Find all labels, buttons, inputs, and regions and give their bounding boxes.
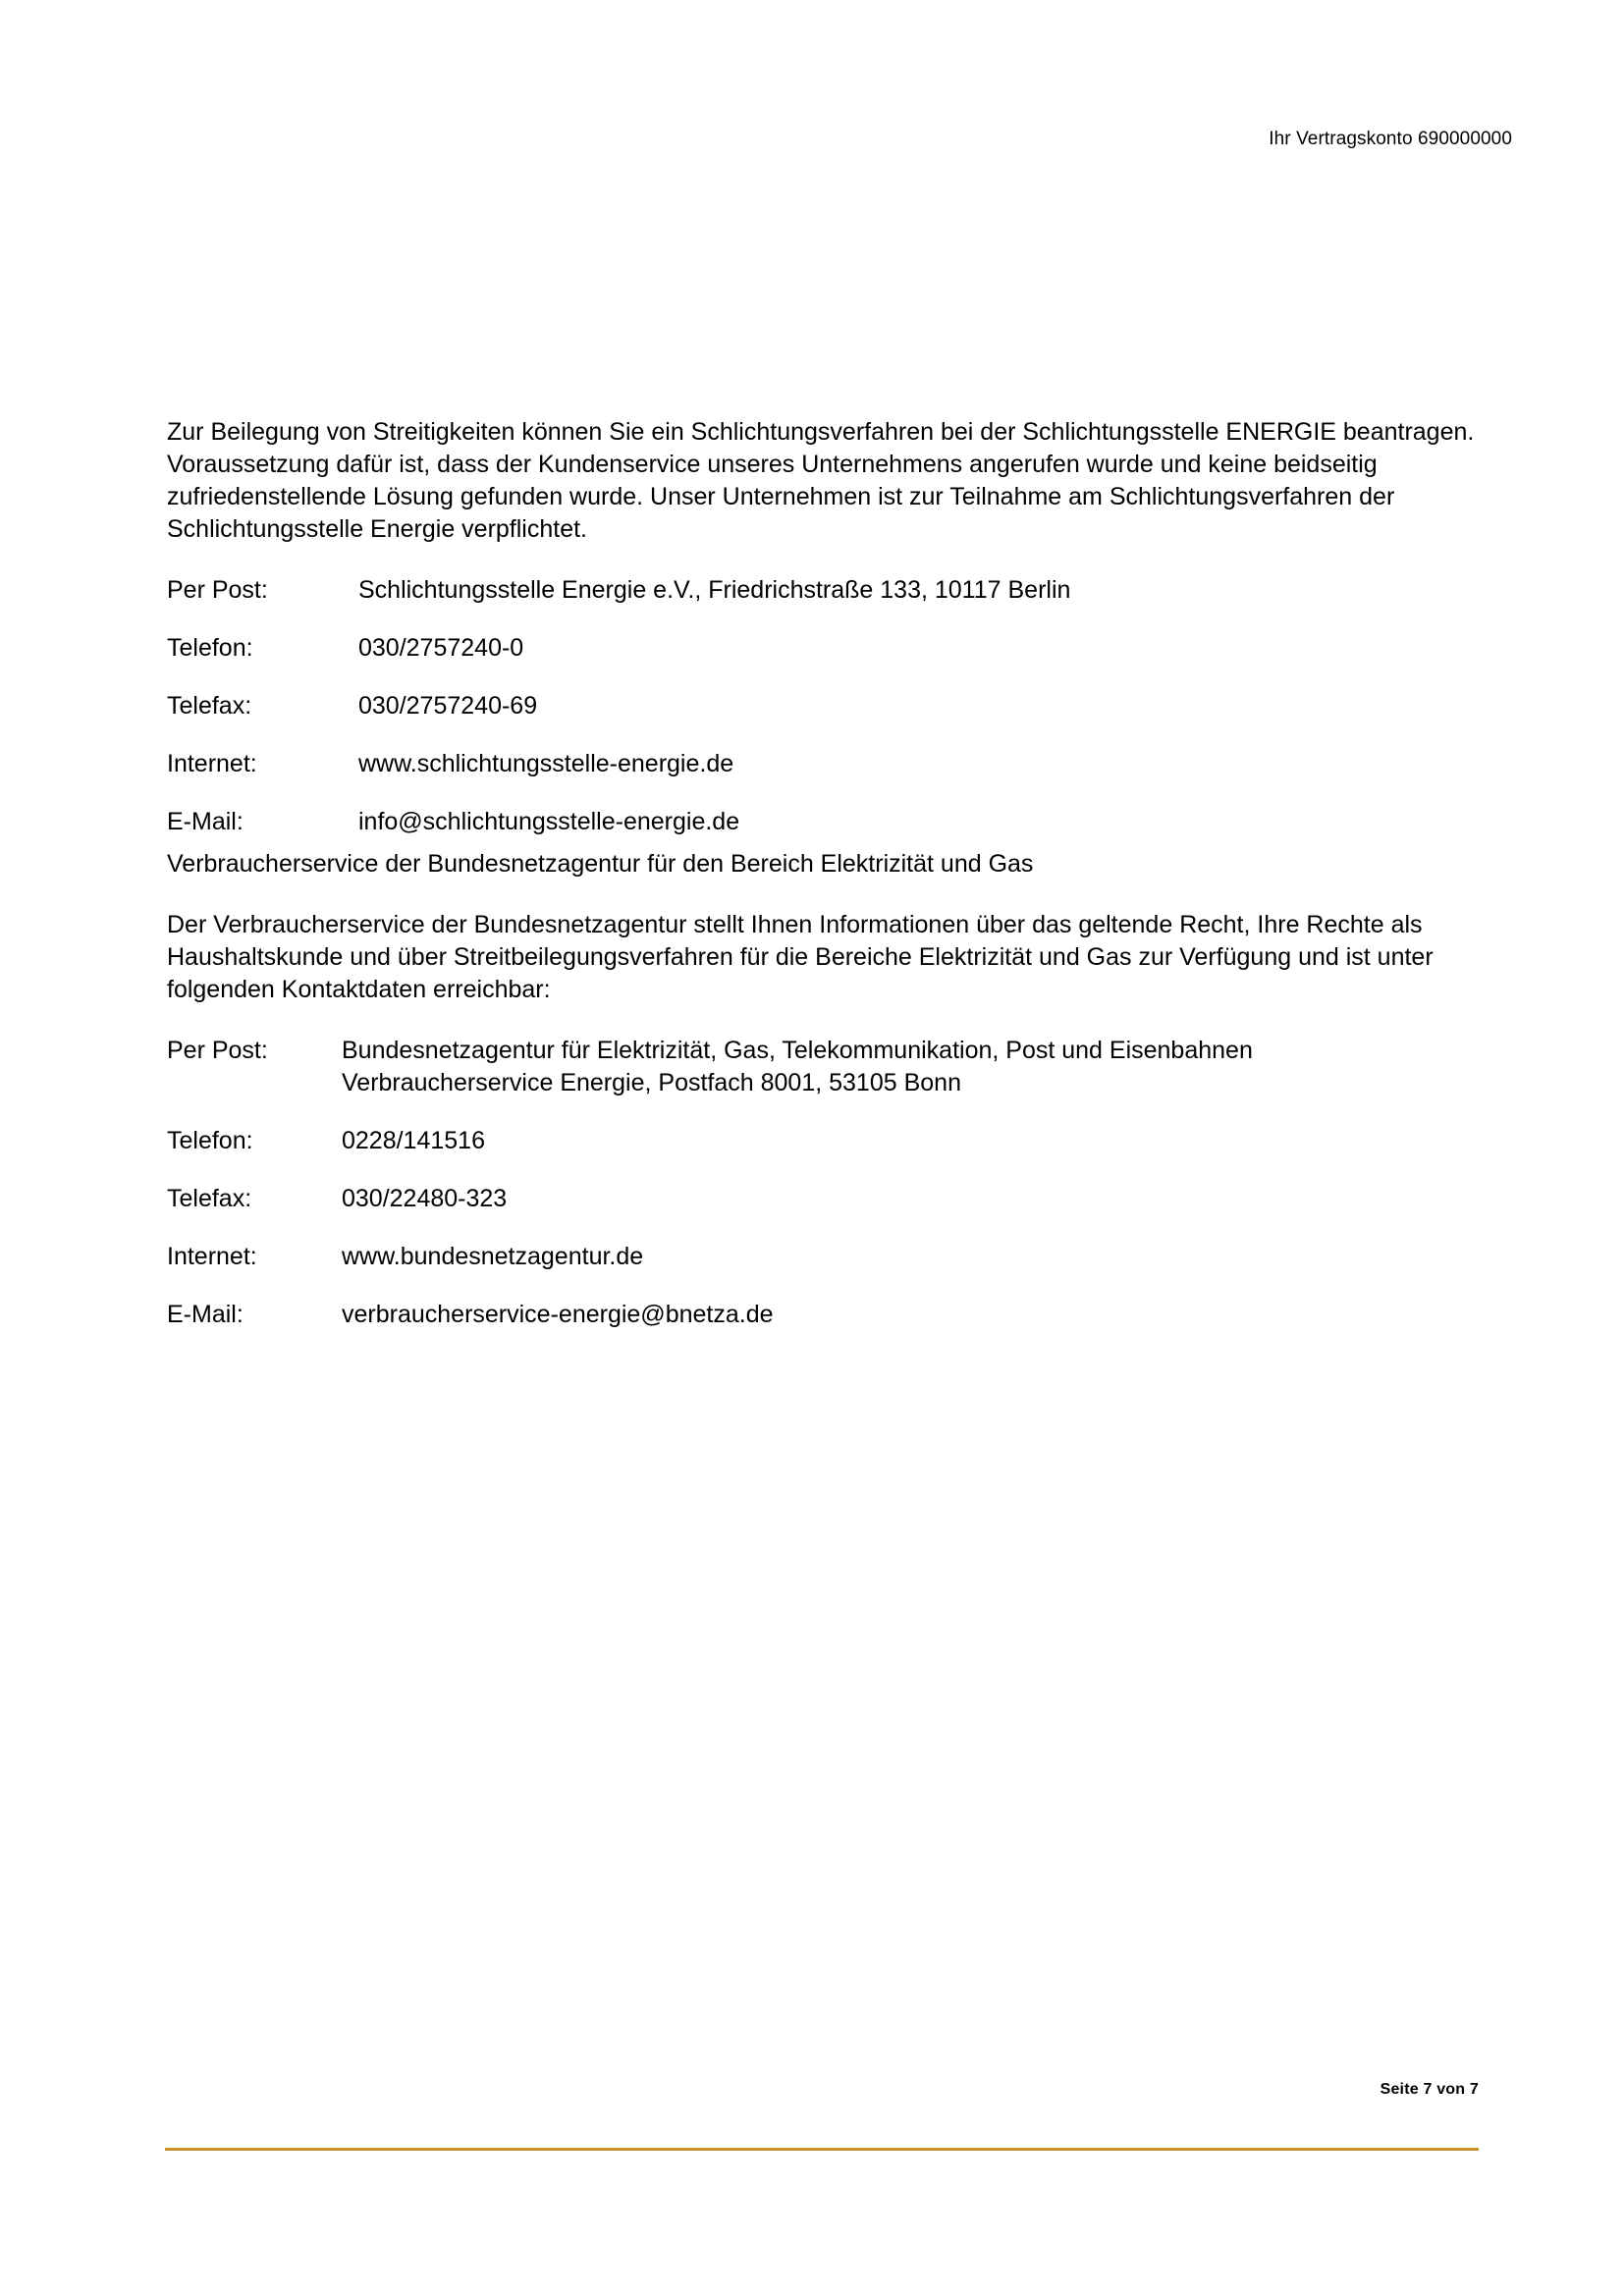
contact-value-email[interactable]: verbraucherservice-energie@bnetza.de	[342, 1301, 774, 1328]
contact-label-post: Per Post:	[167, 1037, 268, 1064]
contact-row-phone	[167, 632, 1478, 665]
contact-value-fax: 030/22480-323	[342, 1185, 508, 1212]
page-footer	[165, 2079, 1479, 2151]
contact-row-phone	[167, 1125, 1478, 1157]
contact-row-email	[167, 806, 1478, 838]
contact-label-fax: Telefax:	[167, 1185, 252, 1212]
contact-label-internet: Internet:	[167, 750, 257, 777]
contact-row-fax	[167, 1183, 1478, 1215]
contact-row-email	[167, 1299, 1478, 1331]
contact-value-phone: 0228/141516	[342, 1127, 485, 1154]
intro-paragraph: Zur Beilegung von Streitigkeiten können Sie ein Schlichtungsverfahren bei der Schlichtungsstelle ENERGIE beantragen. Voraussetzung dafür ist, dass der Kundenservice unseres Unternehmens angerufen wurde und keine beidseitig zufriedenstellende Lösung gefunden wurde. Unser Unternehmen ist zur Teilnahme am Schlichtungsverfahren der Schlichtungsstelle Energie verpflichtet.	[167, 418, 1475, 543]
contact-row-post	[167, 574, 1478, 607]
contact-value-email[interactable]: info@schlichtungsstelle-energie.de	[358, 808, 740, 835]
contact-value-fax: 030/2757240-69	[358, 692, 538, 720]
contact-label-email: E-Mail:	[167, 808, 244, 835]
contact-block-bundesnetzagentur	[167, 1035, 1478, 1331]
document-body	[167, 416, 1478, 1341]
contact-label-internet: Internet:	[167, 1243, 257, 1270]
contact-value-post	[342, 1035, 1478, 1099]
footer-divider	[165, 2148, 1479, 2151]
contact-label-email: E-Mail:	[167, 1301, 244, 1328]
second-paragraph: Der Verbraucherservice der Bundesnetzagentur stellt Ihnen Informationen über das geltende Recht, Ihre Rechte als Haushaltskunde und über Streitbeilegungsverfahren für die Bereiche Elektrizität und Gas zur Verfügung und ist unter folgenden Kontaktdaten erreichbar:	[167, 911, 1434, 1003]
contact-block-schlichtungsstelle	[167, 574, 1478, 838]
contract-account-header: Ihr Vertragskonto 690000000	[1269, 129, 1512, 149]
contact-label-post: Per Post:	[167, 576, 268, 604]
contact-value-post-line2: Verbraucherservice Energie, Postfach 8001, 53105 Bonn	[342, 1069, 961, 1096]
contact-value-internet[interactable]: www.schlichtungsstelle-energie.de	[358, 750, 734, 777]
contact-label-fax: Telefax:	[167, 692, 252, 720]
contact-label-phone: Telefon:	[167, 1127, 253, 1154]
contact-row-fax	[167, 690, 1478, 722]
section-heading-bundesnetzagentur: Verbraucherservice der Bundesnetzagentur für den Bereich Elektrizität und Gas	[167, 850, 1034, 878]
contact-value-post-line1: Bundesnetzagentur für Elektrizität, Gas, Telekommunikation, Post und Eisenbahnen	[342, 1037, 1253, 1064]
contact-value-phone: 030/2757240-0	[358, 634, 524, 662]
contact-row-post	[167, 1035, 1478, 1099]
contact-row-internet	[167, 1241, 1478, 1273]
contact-row-internet	[167, 748, 1478, 780]
contact-label-phone: Telefon:	[167, 634, 253, 662]
contact-value-internet[interactable]: www.bundesnetzagentur.de	[342, 1243, 644, 1270]
page-number: Seite 7 von 7	[1380, 2081, 1479, 2098]
contact-value-post: Schlichtungsstelle Energie e.V., Friedrichstraße 133, 10117 Berlin	[358, 576, 1071, 604]
